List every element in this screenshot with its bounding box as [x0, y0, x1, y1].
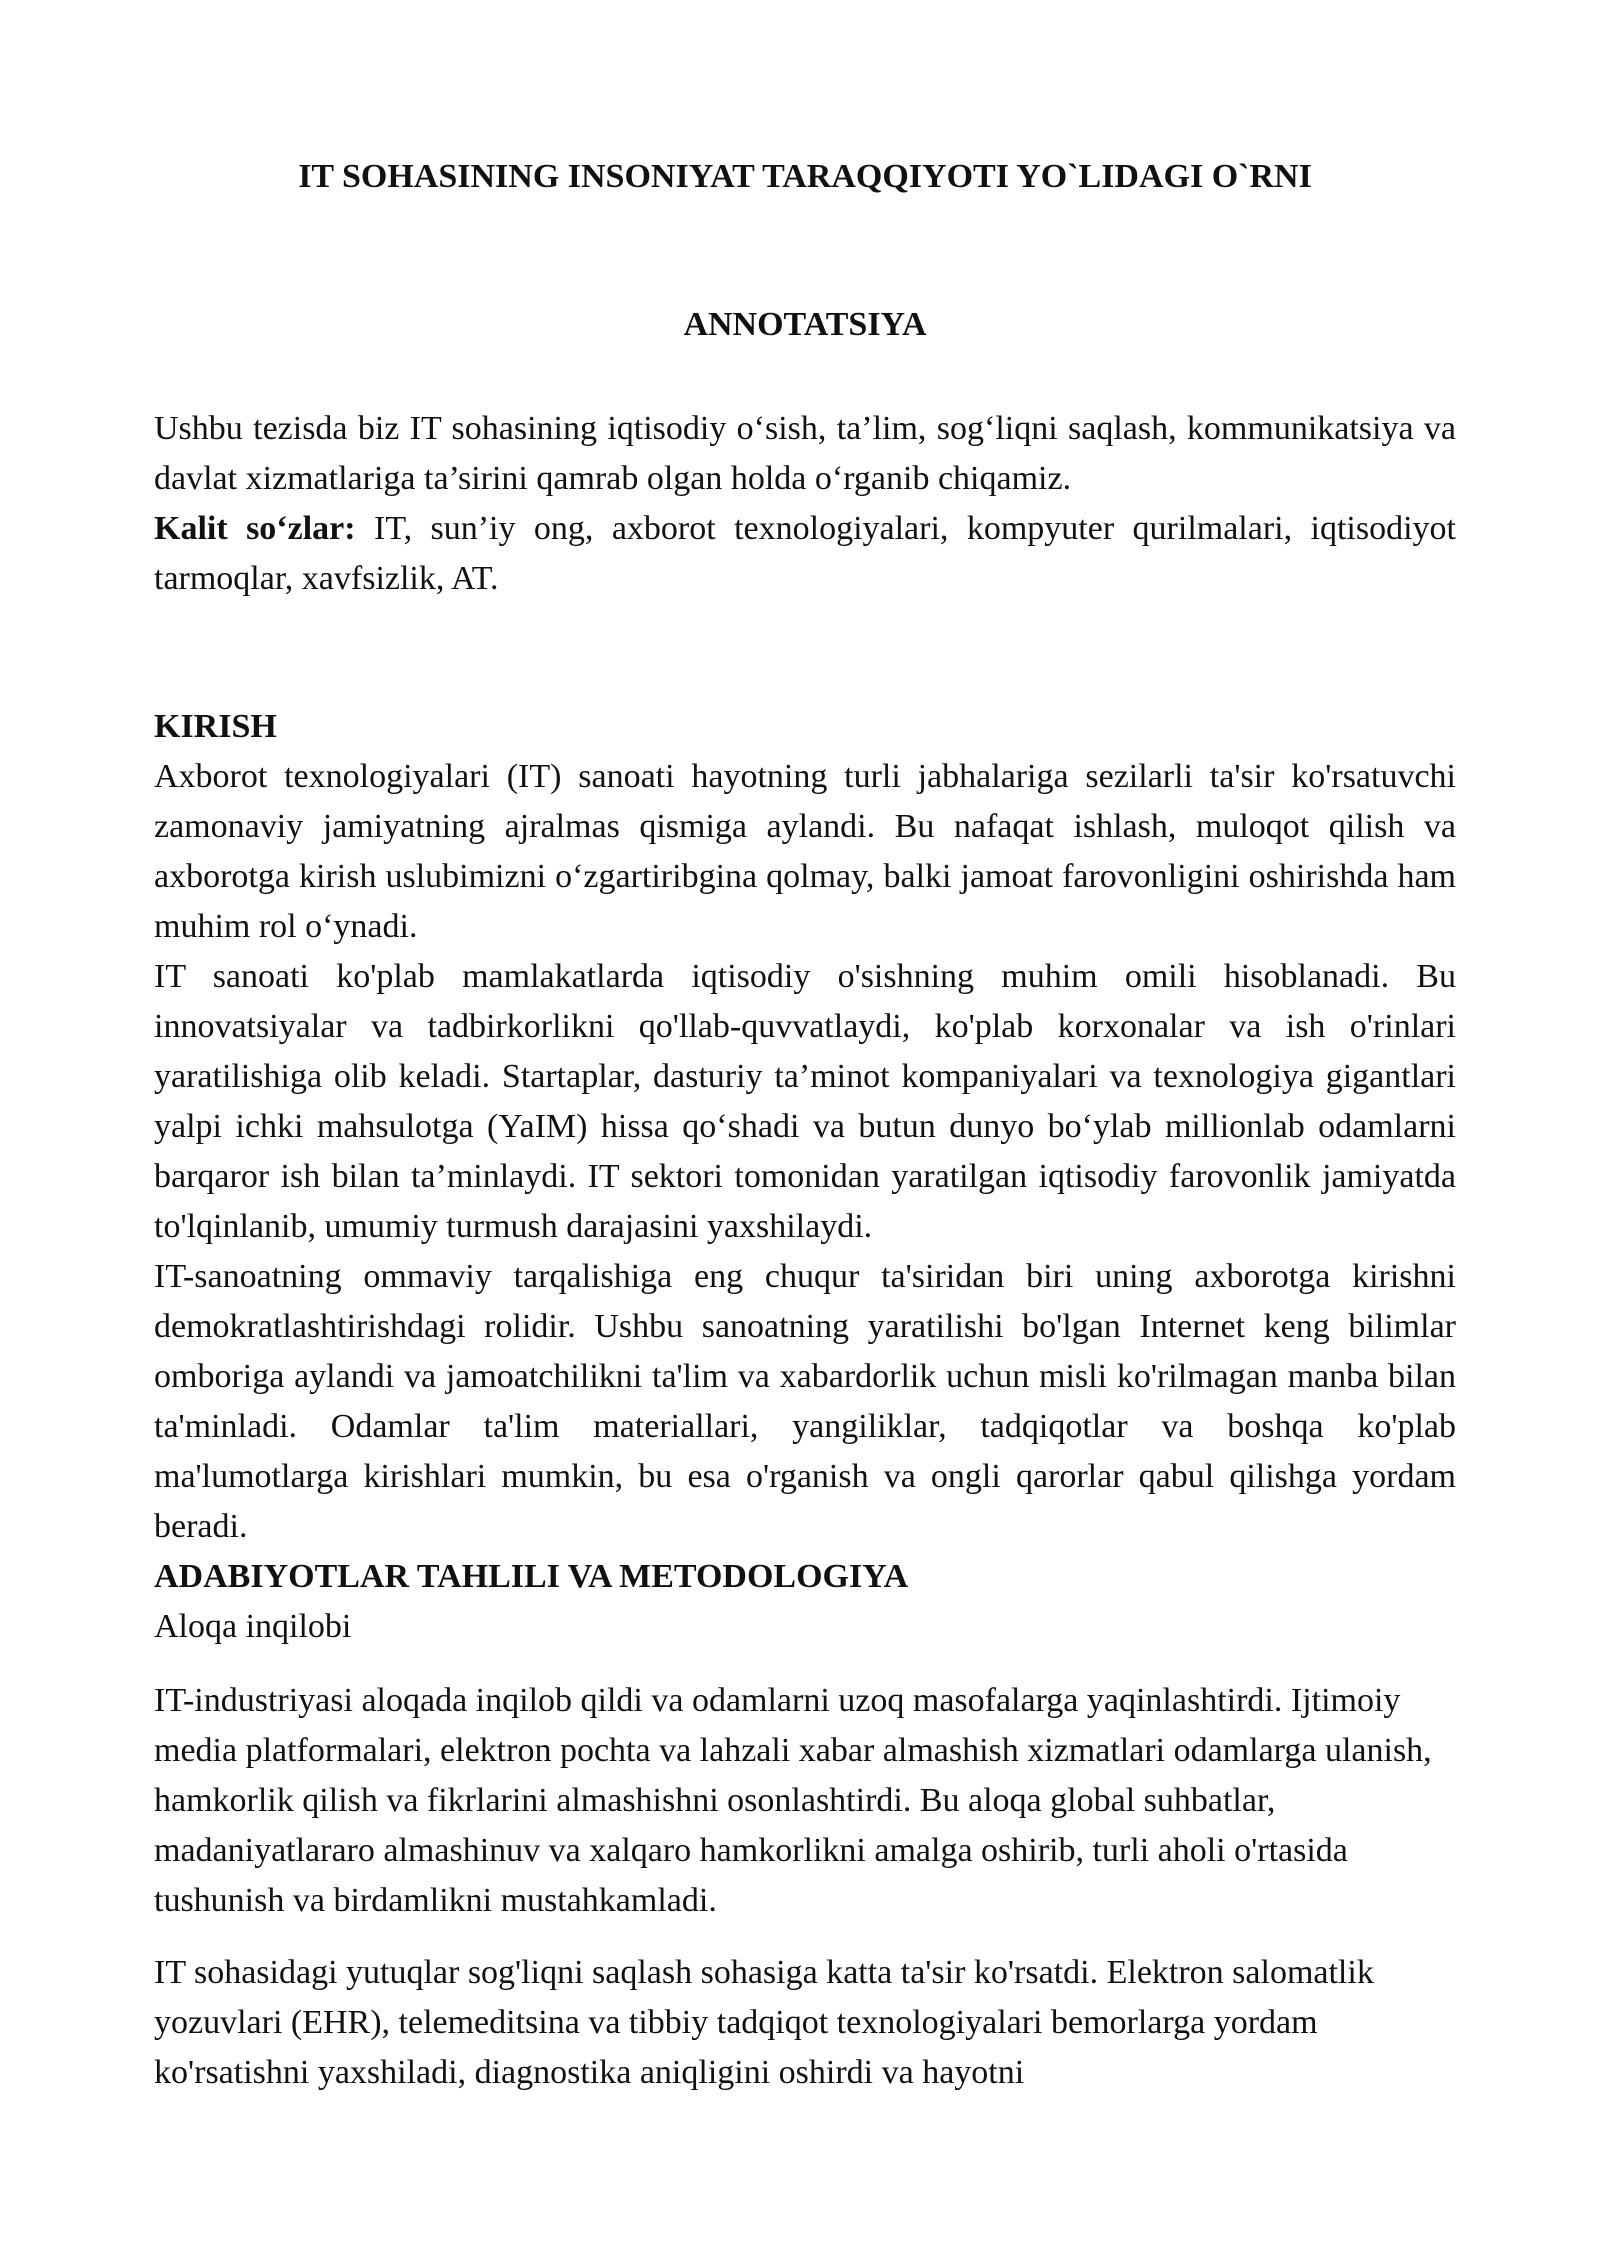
annotation-text: Ushbu tezisda biz IT sohasining iqtisodiy o‘sish, ta’lim, sog‘liqni saqlash, kommunikatsiya va davlat xizmatlariga ta’sirini qamrab olgan holda o‘rganib chiqamiz.: [154, 410, 1456, 497]
document-title: IT SOHASINING INSONIYAT TARAQQIYOTI YO`LIDAGI O`RNI: [298, 158, 1312, 195]
intro-paragraph-2: IT sanoati ko'plab mamlakatlarda iqtisodiy o'sishning muhim omili hisoblanadi. Bu innovatsiyalar va tadbirkorlikni qo'llab-quvvatlaydi, ko'plab korxonalar va ish o'rinlari yaratilishiga olib keladi. Startaplar, dasturiy ta’minot kompaniyalari va texnologiya gigantlari yalpi ichki mahsulotga (YaIM) hissa qo‘shadi va butun dunyo bo‘ylab millionlab odamlarni barqaror ish bilan ta’minlaydi. IT sektori tomonidan yaratilgan iqtisodiy farovonlik jamiyatda to'lqinlanib, umumiy turmush darajasini yaxshilaydi.: [154, 958, 1456, 1245]
methods-subheading: Aloqa inqilobi: [154, 1608, 352, 1645]
annotation-section: [154, 404, 1456, 604]
intro-paragraph-1: Axborot texnologiyalari (IT) sanoati hayotning turli jabhalariga sezilarli ta'sir ko'rsatuvchi zamonaviy jamiyatning ajralmas qismiga aylandi. Bu nafaqat ishlash, muloqot qilish va axborotga kirish uslubimizni o‘zgartiribgina qolmay, balki jamoat farovonligini oshirishda ham muhim rol o‘ynadi.: [154, 758, 1456, 945]
annotation-heading: ANNOTATSIYA: [683, 306, 927, 343]
methods-paragraph-2: IT sohasidagi yutuqlar sog'liqni saqlash sohasiga katta ta'sir ko'rsatdi. Elektron salomatlik yozuvlari (EHR), telemeditsina va tibbiy tadqiqot texnologiyalari bemorlarga yordam ko'rsatishni yaxshiladi, diagnostika aniqligini oshirdi va hayotni: [154, 1954, 1374, 2091]
keywords-paragraph: [154, 504, 1456, 604]
intro-section: [154, 702, 1456, 1652]
methods-paragraph-1: IT-industriyasi aloqada inqilob qildi va odamlarni uzoq masofalarga yaqinlashtirdi. Ijtimoiy media platformalari, elektron pochta va lahzali xabar almashish xizmatlari odamlarga ulanish, hamkorlik qilish va fikrlarini almashishni osonlashtirdi. Bu aloqa global suhbatlar, madaniyatlararo almashinuv va xalqaro hamkorlikni amalga oshirib, turli aholi o'rtasida tushunish va birdamlikni mustahkamladi.: [154, 1682, 1432, 1919]
methods-section: [154, 1676, 1456, 2098]
keywords-label: Kalit so‘zlar:: [154, 510, 356, 547]
paragraph-gap: [154, 1926, 1456, 1948]
intro-paragraph-3: IT-sanoatning ommaviy tarqalishiga eng chuqur ta'siridan biri uning axborotga kirishni demokratlashtirishdagi rolidir. Ushbu sanoatning yaratilishi bo'lgan Internet keng bilimlar omboriga aylandi va jamoatchilikni ta'lim va xabardorlik uchun misli ko'rilmagan manba bilan ta'minladi. Odamlar ta'lim materiallari, yangiliklar, tadqiqotlar va boshqa ko'plab ma'lumotlarga kirishlari mumkin, bu esa o'rganish va ongli qarorlar qabul qilishga yordam beradi.: [154, 1258, 1456, 1545]
intro-heading: KIRISH: [154, 708, 277, 745]
keywords-text: IT, sun’iy ong, axborot texnologiyalari, kompyuter qurilmalari, iqtisodiyot tarmoqlar, xavfsizlik, AT.: [154, 510, 1456, 597]
methods-heading: ADABIYOTLAR TAHLILI VA METODOLOGIYA: [154, 1558, 909, 1595]
